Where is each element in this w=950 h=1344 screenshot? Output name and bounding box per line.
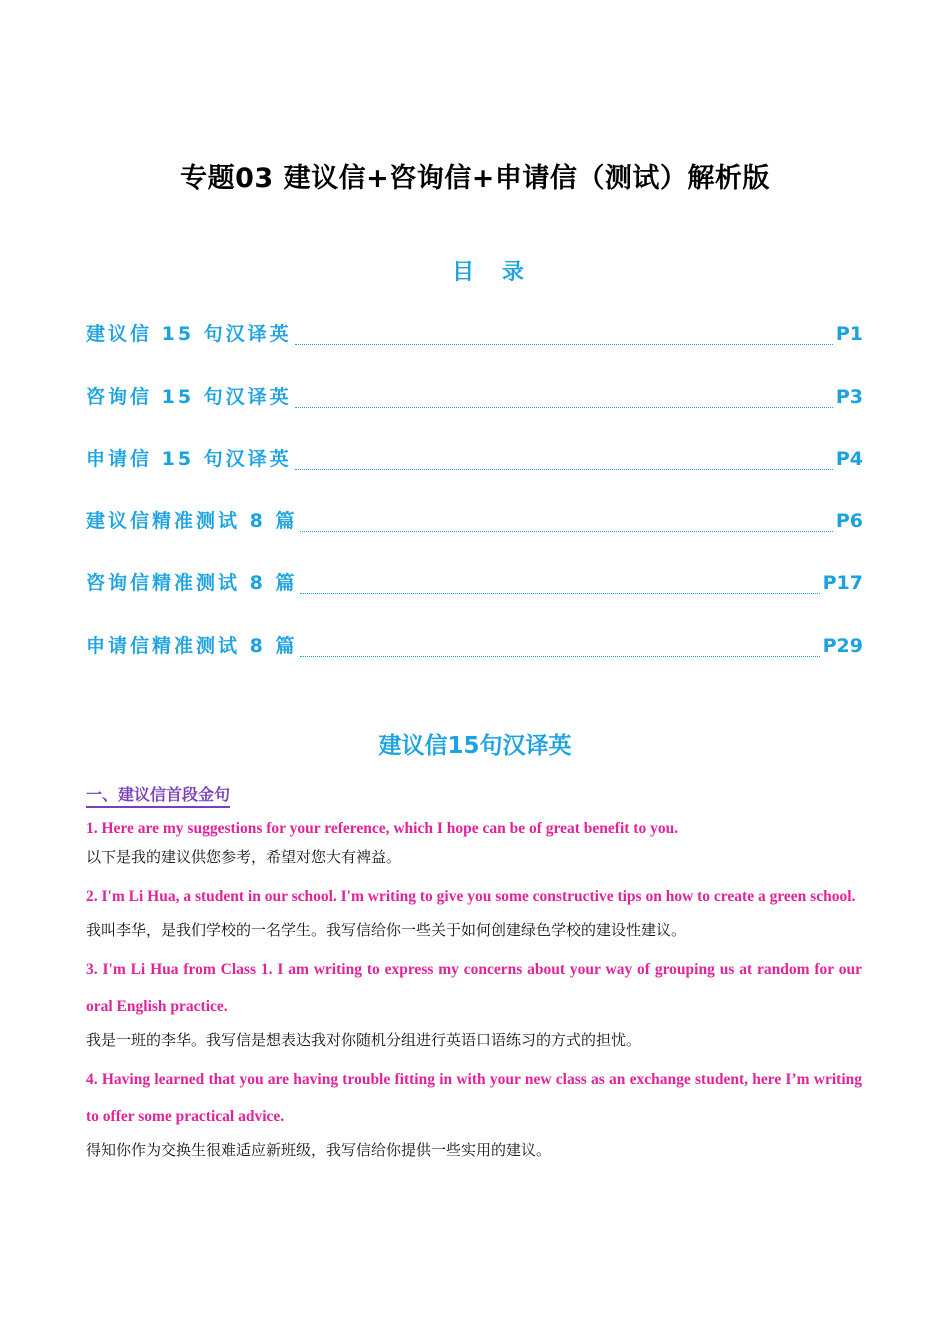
table-of-contents xyxy=(86,318,863,692)
toc-entry-label: 建议信 15 句汉译英 xyxy=(86,323,292,346)
toc-entry-label: 申请信精准测试 8 篇 xyxy=(86,634,298,657)
toc-entry-application-translation[interactable] xyxy=(86,443,863,505)
sentence-item xyxy=(86,816,862,870)
toc-entry-inquiry-test[interactable] xyxy=(86,567,863,629)
sentence-item xyxy=(86,1061,862,1163)
toc-entry-label: 申请信 15 句汉译英 xyxy=(86,447,292,470)
toc-entry-page: P1 xyxy=(835,323,863,346)
toc-leader-dots xyxy=(295,468,833,470)
toc-heading: 目 录 xyxy=(452,260,534,285)
toc-entry-application-test[interactable] xyxy=(86,629,863,691)
toc-entry-label: 建议信精准测试 8 篇 xyxy=(86,510,298,533)
english-sentence: 1. Here are my suggestions for your reference, which I hope can be of great benefit to you. xyxy=(86,820,679,837)
chinese-translation: 以下是我的建议供您参考，希望对您大有裨益。 xyxy=(86,848,402,866)
toc-entry-page: P6 xyxy=(835,510,863,533)
sentence-item xyxy=(86,951,862,1053)
chinese-translation: 我叫李华，是我们学校的一名学生。我写信给你一些关于如何创建绿色学校的建设性建议。 xyxy=(86,921,687,939)
toc-entry-label: 咨询信精准测试 8 篇 xyxy=(86,572,298,595)
toc-entry-suggestion-translation[interactable] xyxy=(86,318,863,380)
toc-leader-dots xyxy=(300,592,819,594)
toc-entry-page: P3 xyxy=(835,385,863,408)
english-sentence: 2. I'm Li Hua, a student in our school. I'm writing to give you some constructive tips on how to create a green school. xyxy=(86,888,856,905)
toc-leader-dots xyxy=(300,655,819,657)
toc-entry-suggestion-test[interactable] xyxy=(86,505,863,567)
toc-entry-page: P29 xyxy=(822,634,863,657)
toc-entry-page: P4 xyxy=(835,447,863,470)
section-title: 建议信15句汉译英 xyxy=(378,733,572,759)
subsection-heading: 一、建议信首段金句 xyxy=(86,785,230,808)
toc-entry-page: P17 xyxy=(822,572,863,595)
toc-leader-dots xyxy=(300,530,832,532)
sentence-list xyxy=(86,818,862,1171)
toc-entry-inquiry-translation[interactable] xyxy=(86,380,863,442)
toc-entry-label: 咨询信 15 句汉译英 xyxy=(86,385,292,408)
sentence-item xyxy=(86,878,862,943)
document-title: 专题03 建议信+咨询信+申请信（测试）解析版 xyxy=(180,163,770,194)
chinese-translation: 我是一班的李华。我写信是想表达我对你随机分组进行英语口语练习的方式的担忧。 xyxy=(86,1031,642,1049)
english-sentence: 3. I'm Li Hua from Class 1. I am writing to express my concerns about your way of grouping us at random for our oral English practice. xyxy=(86,961,862,1015)
toc-leader-dots xyxy=(295,406,833,408)
toc-leader-dots xyxy=(295,343,833,345)
chinese-translation: 得知你作为交换生很难适应新班级，我写信给你提供一些实用的建议。 xyxy=(86,1141,552,1159)
english-sentence: 4. Having learned that you are having trouble fitting in with your new class as an exchange student, here I’m writing to offer some practical advice. xyxy=(86,1071,862,1125)
